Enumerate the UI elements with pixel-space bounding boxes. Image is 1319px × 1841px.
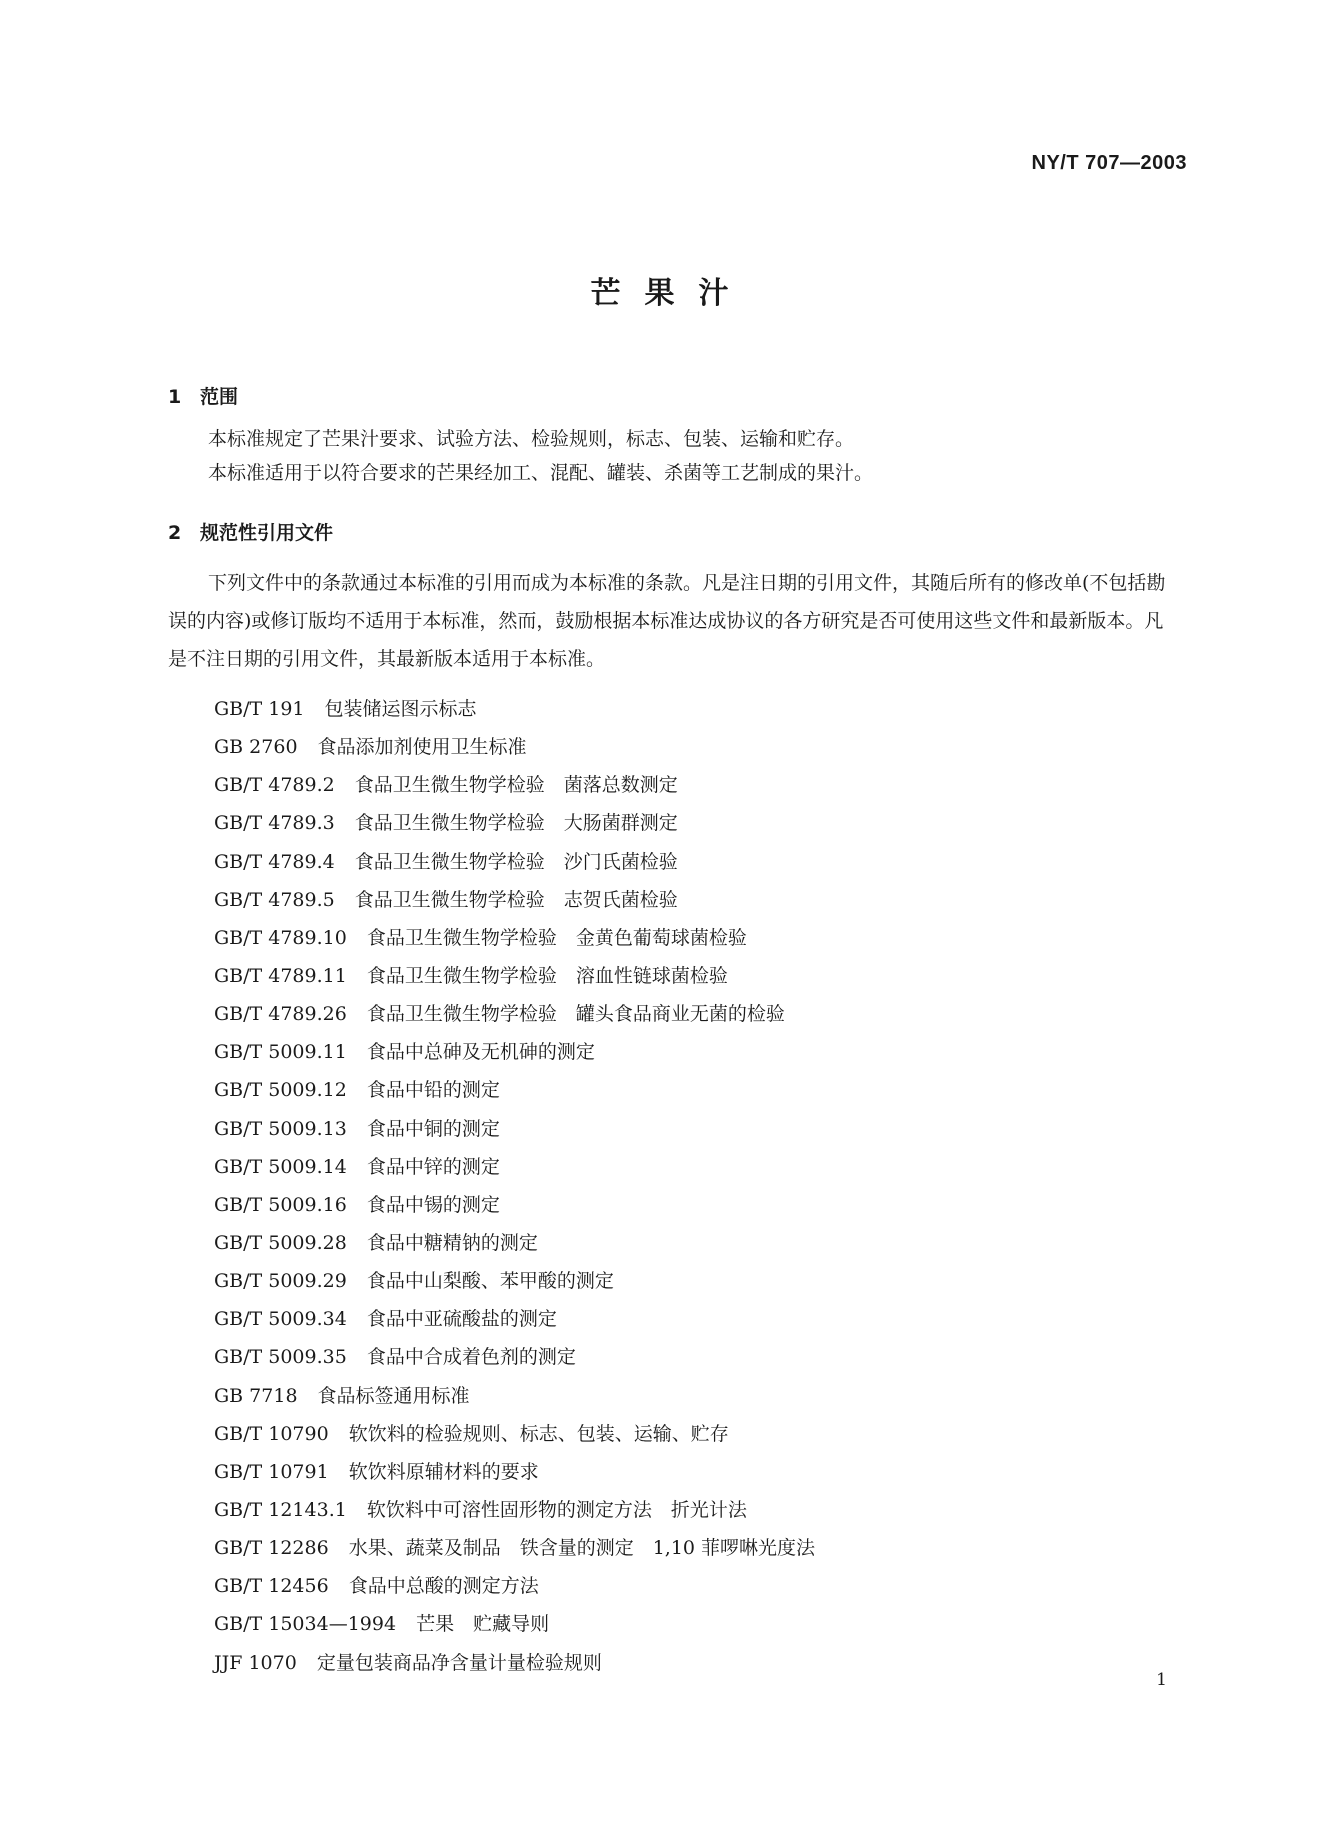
reference-code: GB/T 5009.13 [214,1117,347,1140]
reference-item [214,1529,815,1567]
reference-item [214,766,815,804]
reference-code: GB/T 12143.1 [214,1498,347,1521]
reference-title: 食品中铜的测定 [366,1117,500,1140]
reference-title: 包装储运图示标志 [324,698,477,720]
reference-code: GB/T 4789.2 [214,774,335,797]
reference-item [214,1300,815,1338]
reference-item [214,1415,815,1453]
reference-item [214,728,815,766]
reference-title: 食品卫生微生物学检验 志贺氏菌检验 [354,888,678,911]
reference-code: JJF 1070 [214,1651,297,1674]
reference-item [214,804,815,842]
reference-code: GB/T 4789.10 [214,926,347,949]
reference-title: 食品卫生微生物学检验 金黄色葡萄球菌检验 [366,926,747,949]
reference-item [214,1567,815,1605]
reference-code: GB/T 5009.28 [214,1231,347,1254]
reference-item [214,1262,815,1300]
reference-title: 食品中山梨酸、苯甲酸的测定 [366,1270,614,1293]
reference-code: GB/T 5009.14 [214,1155,347,1178]
section-1-number: 1 [168,386,182,408]
reference-title: 食品中糖精钠的测定 [366,1231,538,1254]
document-title: 芒果汁 [590,276,753,311]
reference-code: GB/T 4789.5 [214,888,335,911]
reference-title: 食品标签通用标准 [317,1384,470,1407]
reference-title: 食品卫生微生物学检验 罐头食品商业无菌的检验 [366,1003,785,1026]
reference-item [214,1033,815,1071]
scope-paragraph-2: 本标准适用于以符合要求的芒果经加工、混配、罐装、杀菌等工艺制成的果汁。 [208,462,874,484]
reference-title: 食品中亚硫酸盐的测定 [366,1308,557,1331]
section-1-heading [168,382,238,409]
section-2-heading [168,518,333,545]
reference-item [214,1110,815,1148]
reference-code: GB/T 5009.35 [214,1346,347,1369]
reference-code: GB/T 5009.16 [214,1193,347,1216]
reference-title: 食品中铅的测定 [366,1079,500,1102]
reference-title: 食品卫生微生物学检验 溶血性链球菌检验 [366,964,728,987]
reference-title: 芒果 贮藏导则 [416,1613,550,1636]
reference-title: 食品卫生微生物学检验 沙门氏菌检验 [354,850,678,873]
reference-item [214,1071,815,1109]
section-1-title: 范围 [200,386,239,408]
reference-item [214,1491,815,1529]
reference-code: GB/T 4789.4 [214,850,335,873]
page-number: 1 [1156,1670,1167,1690]
reference-code: GB 7718 [214,1384,298,1407]
section-2-number: 2 [168,522,182,544]
reference-item [214,1644,815,1682]
reference-code: GB/T 12456 [214,1575,329,1598]
reference-item [214,957,815,995]
reference-item [214,881,815,919]
reference-code: GB 2760 [214,736,298,759]
reference-code: GB/T 5009.12 [214,1079,347,1102]
reference-code: GB/T 4789.26 [214,1003,347,1026]
reference-title: 食品中总砷及无机砷的测定 [366,1041,595,1064]
reference-title: 食品中锡的测定 [366,1193,500,1216]
scope-paragraph-1: 本标准规定了芒果汁要求、试验方法、检验规则，标志、包装、运输和贮存。 [208,428,855,450]
reference-item [214,1186,815,1224]
reference-item [214,1224,815,1262]
reference-title: 定量包装商品净含量计量检验规则 [316,1651,602,1674]
reference-code: GB/T 191 [214,698,305,720]
reference-item [214,1453,815,1491]
reference-code: GB/T 4789.3 [214,812,335,835]
reference-code: GB/T 10791 [214,1460,329,1483]
reference-code: GB/T 15034—1994 [214,1613,397,1636]
standard-code: NY/T 707—2003 [1031,152,1187,174]
references-intro-paragraph: 下列文件中的条款通过本标准的引用而成为本标准的条款。凡是注日期的引用文件，其随后所有的修改单(不包括勘误的内容)或修订版均不适用于本标准，然而，鼓励根据本标准达成协议的各方研究是否可使用这些文件和最新版本。凡是不注日期的引用文件，其最新版本适用于本标准。 [168,572,1166,670]
reference-code: GB/T 4789.11 [214,964,347,987]
section-2-title: 规范性引用文件 [200,522,334,544]
reference-item [214,1377,815,1415]
reference-title: 食品添加剂使用卫生标准 [317,736,527,759]
reference-item [214,919,815,957]
reference-title: 食品中总酸的测定方法 [348,1575,539,1598]
reference-item [214,1338,815,1376]
reference-title: 软饮料原辅材料的要求 [348,1460,539,1483]
reference-item [214,843,815,881]
reference-item [214,1605,815,1643]
reference-title: 水果、蔬菜及制品 铁含量的测定 1,10 菲啰啉光度法 [348,1537,816,1560]
reference-title: 食品中锌的测定 [366,1155,500,1178]
reference-title: 食品卫生微生物学检验 大肠菌群测定 [354,812,678,835]
reference-title: 软饮料中可溶性固形物的测定方法 折光计法 [366,1498,747,1521]
reference-code: GB/T 10790 [214,1422,329,1445]
normative-reference-list [214,690,815,1682]
reference-title: 食品卫生微生物学检验 菌落总数测定 [354,774,678,797]
reference-item [214,1148,815,1186]
reference-code: GB/T 5009.29 [214,1270,347,1293]
reference-title: 食品中合成着色剂的测定 [366,1346,576,1369]
reference-code: GB/T 5009.11 [214,1041,347,1064]
reference-code: GB/T 5009.34 [214,1308,347,1331]
reference-title: 软饮料的检验规则、标志、包装、运输、贮存 [348,1422,729,1445]
reference-code: GB/T 12286 [214,1537,329,1560]
reference-item [214,995,815,1033]
reference-item [214,690,815,728]
